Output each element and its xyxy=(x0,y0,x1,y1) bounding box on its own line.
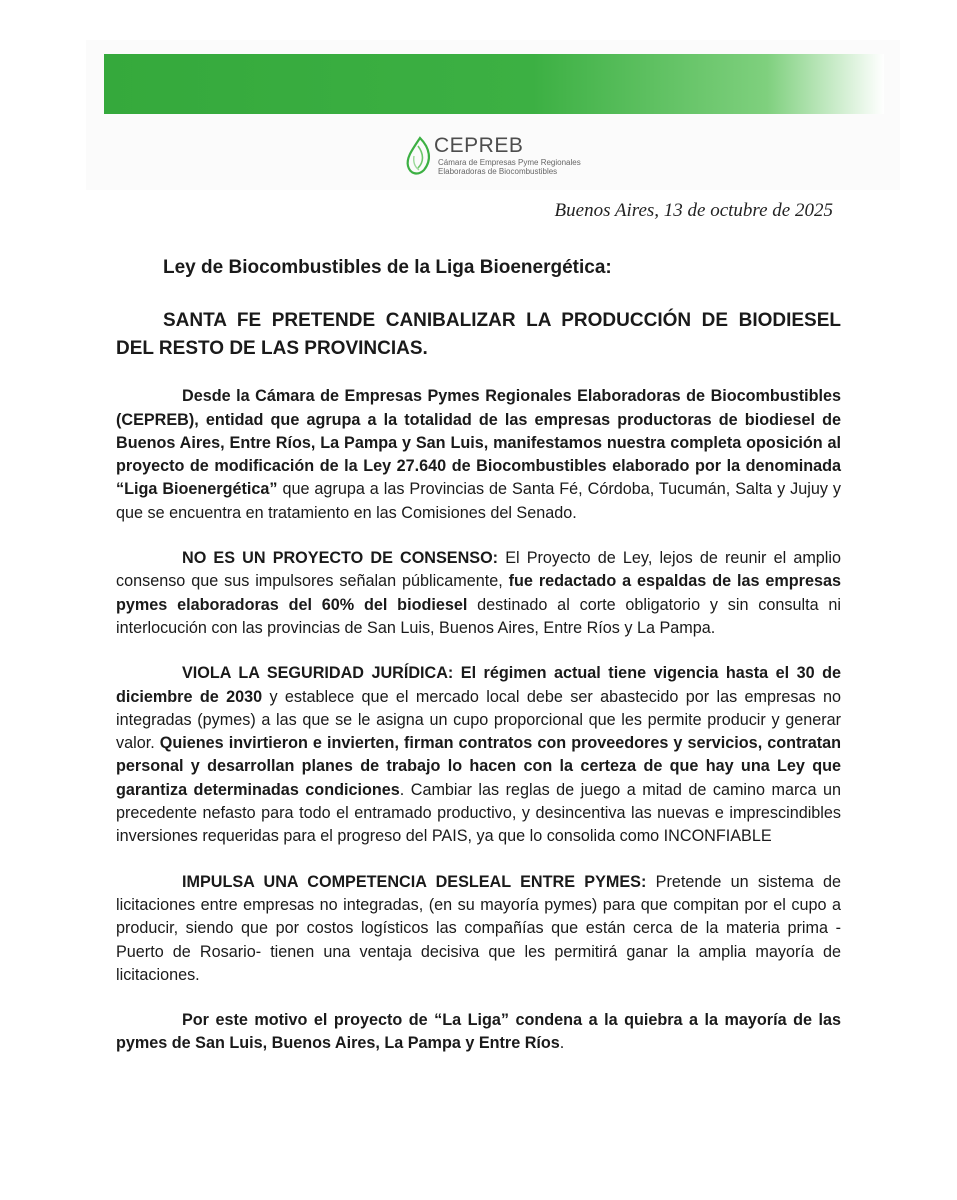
paragraph-conclusion xyxy=(116,1009,841,1056)
document-body xyxy=(116,256,841,1078)
subject-line: Ley de Biocombustibles de la Liga Bioenergética: xyxy=(163,257,612,278)
conclusion-text: . xyxy=(559,1034,565,1053)
intro-text: que agrupa a las Provincias de Santa Fé, Córdoba, Tucumán, Salta y Jujuy y que se encuentra en tratamiento en las Comisiones del Senado. xyxy=(116,480,841,522)
headline: SANTA FE PRETENDE CANIBALIZAR LA PRODUCCIÓN DE BIODIESEL DEL RESTO DE LAS PROVINCIAS. xyxy=(116,310,841,360)
consenso-text-1: El Proyecto de Ley, lejos de reunir el amplio consenso que sus impulsores señalan públicamente, xyxy=(116,549,842,591)
logo-subtitle-line2: Elaboradoras de Biocombustibles xyxy=(438,167,558,176)
consenso-text-2: destinado al corte obligatorio y sin consulta ni interlocución con las provincias de San Luis, Buenos Aires, Entre Ríos y La Pampa. xyxy=(116,595,842,637)
logo-name: CEPREB xyxy=(434,134,524,157)
intro-bold-text: Desde la Cámara de Empresas Pymes Regionales Elaboradoras de Biocombustibles (CEPREB), entidad que agrupa a la totalidad de las empresas productoras de biodiesel de Buenos Aires, Entre Ríos, La Pampa y San Luis, manifestamos nuestra completa oposición al proyecto de modificación de la Ley 27.640 de Biocombustibles elaborado por la denominada “Liga Bioenergética” xyxy=(116,387,841,499)
paragraph-consenso xyxy=(116,547,841,640)
paragraph-seguridad xyxy=(116,662,841,848)
letterhead-green-band xyxy=(104,54,884,114)
cepreb-logo xyxy=(404,134,604,182)
competencia-lead: IMPULSA UNA COMPETENCIA DESLEAL ENTRE PYMES: xyxy=(182,872,647,891)
place-date: Buenos Aires, 13 de octubre de 2025 xyxy=(554,200,833,221)
seguridad-bold: Quienes invirtieron e invierten, firman contratos con proveedores y servicios, contratan personal y desarrollan planes de trabajo lo hacen con la certeza de que hay una Ley que garantiza determinadas condiciones xyxy=(116,734,842,799)
logo-subtitle-line1: Cámara de Empresas Pyme Regionales xyxy=(438,158,581,167)
paragraph-competencia xyxy=(116,871,841,987)
seguridad-lead: VIOLA LA SEGURIDAD JURÍDICA: El régimen actual tiene vigencia hasta el 30 de diciembre de 2030 xyxy=(116,664,841,706)
seguridad-text-2: . Cambiar las reglas de juego a mitad de camino marca un precedente nefasto para todo el entramado productivo, y desincentiva las nuevas e imprescindibles inversiones requeridas para el progreso del PAIS, ya que lo consolida como INCONFIABLE xyxy=(116,780,841,846)
leaf-drop-icon xyxy=(404,134,434,180)
seguridad-text-1: y establece que el mercado local debe ser abastecido por las empresas no integradas (pymes) a las que se le asigna un cupo proporcional que les permite producir y generar valor. xyxy=(116,687,841,753)
competencia-text: Pretende un sistema de licitaciones entre empresas no integradas, (en su mayoría pymes) para que compitan por el cupo a producir, siendo que por costos logísticos las compañías que están cerca de la materia prima -Puerto de Rosario- tienen una ventaja decisiva que les permitirá ganar la amplia mayoría de licitaciones. xyxy=(116,872,841,984)
consenso-lead: NO ES UN PROYECTO DE CONSENSO: xyxy=(182,549,499,568)
paragraph-intro xyxy=(116,385,841,525)
consenso-bold: fue redactado a espaldas de las empresas pymes elaboradoras del 60% del biodiesel xyxy=(116,572,841,614)
conclusion-bold: Por este motivo el proyecto de “La Liga” condena a la quiebra a la mayoría de las pymes de San Luis, Buenos Aires, La Pampa y Entre Ríos xyxy=(116,1011,841,1053)
